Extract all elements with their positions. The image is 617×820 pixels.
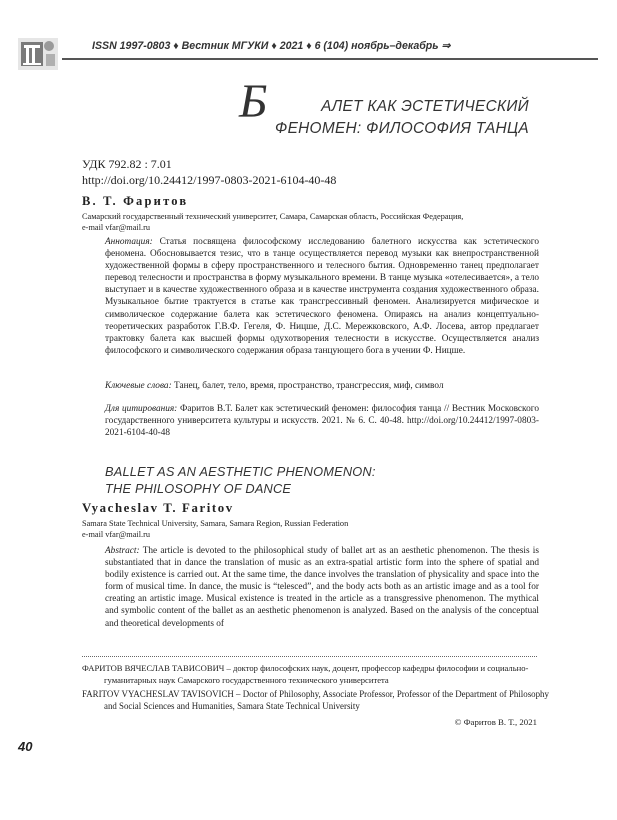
citation-block — [105, 403, 539, 439]
footnote-divider — [82, 656, 537, 657]
affiliation-en-text: Samara State Technical University, Samara, Samara Region, Russian Federation — [82, 519, 349, 528]
author-affiliation-en — [82, 518, 348, 540]
abstract-text: Статья посвящена философскому исследованию балетного искусства как эстетического феномена. Обосновывается тезис, что в танце осуществляется перевод музыки как внепространственной художественной формы в сферу пространственного и телесного бытия. Одновременно танец предполагает перевод телесности и пространства в форму музыкального времени. В танце музыка «отелесивается», а тело выступает и в качестве художественного образа и в качестве инструмента создания художественного образа. Музыкальное бытие трактуется в статье как трансгрессивный феномен. Анализируется мифическое и символическое содержание балета как эстетического феномена. Опираясь на анализ концептуально-теоретических разработок Г.В.Ф. Гегеля, Ф. Ницше, Д.С. Мережковского, А.Ф. Лосева, автор предлагает трактовку балета как высшей формы одухотворения телесности в искусстве. Осуществляется анализ философского и символического содержания образа танцующего бога в учении Ф. Ницше. — [105, 237, 540, 356]
abstract-label: Аннотация: — [105, 237, 153, 247]
udk-code: УДК 792.82 : 7.01 — [82, 157, 172, 171]
author-email[interactable]: e-mail vfar@mail.ru — [82, 223, 150, 232]
title-line-1: АЛЕТ КАК ЭСТЕТИЧЕСКИЙ — [321, 98, 529, 115]
title-en-line-1: BALLET AS AN AESTHETIC PHENOMENON: — [105, 464, 376, 479]
keywords-text: Танец, балет, тело, время, пространство, трансгрессия, миф, символ — [174, 381, 444, 391]
title-initial: Б — [239, 75, 268, 128]
article-title-ru — [239, 75, 529, 140]
author-bio-en: FARITOV VYACHESLAV TAVISOVICH – Doctor of Philosophy, Associate Professor, Professor of the Department of Philosophy and Social Sciences and Humanities, Samara State Technical University — [82, 689, 549, 711]
keywords-ru — [105, 380, 545, 392]
page-number: 40 — [18, 739, 33, 754]
author-affiliation-ru — [82, 211, 602, 233]
author-email-en[interactable]: e-mail vfar@mail.ru — [82, 530, 150, 539]
journal-header: ISSN 1997-0803 ♦ Вестник МГУКИ ♦ 2021 ♦ 6 (104) ноябрь–декабрь ⇒ — [92, 40, 451, 52]
abstract-en — [105, 545, 539, 630]
abstract-en-label: Abstract: — [105, 546, 140, 556]
abstract-en-text: The article is devoted to the philosophical study of ballet art as an aesthetic phenomenon. The thesis is substantiated that in dance the translation of music as an extra-spatial artistic form into the sphere of spatial and bodily existence is carried out. At the same time, the dance involves the translation of physicality and space into the form of musical time. In dance, the music is “telesced”, and the body acts both as an artistic image and as a tool for creating an artistic image. Musical existence is treated in the article as a transgressive phenomenon. The mythical and symbolic content of the ballet as an aesthetic phenomenon is analyzed. Based on the analysis of the conceptual and theoretical developments of — [105, 546, 540, 629]
header-rule — [62, 58, 598, 60]
abstract-ru — [105, 236, 539, 357]
citation-label: Для цитирования: — [105, 404, 178, 414]
udk-block — [82, 156, 336, 188]
copyright: © Фаритов В. Т., 2021 — [454, 717, 537, 727]
citation-text: Фаритов В.Т. Балет как эстетический феномен: философия танца // Вестник Московского государственного университета культуры и искусств. 2021. № 6. С. 40-48. http://doi.org/10.24412/1997-0803-2021-6104-40-48 — [105, 404, 539, 439]
title-en-line-2: THE PHILOSOPHY OF DANCE — [105, 481, 292, 496]
affiliation-text: Самарский государственный технический университет, Самара, Самарская область, Российская Федерация, — [82, 212, 464, 221]
doi-link[interactable]: http://doi.org/10.24412/1997-0803-2021-6104-40-48 — [82, 173, 337, 187]
title-line-2: ФЕНОМЕН: ФИЛОСОФИЯ ТАНЦА — [275, 120, 529, 137]
journal-logo-icon — [18, 38, 58, 70]
author-bio-ru: ФАРИТОВ ВЯЧЕСЛАВ ТАВИСОВИЧ – доктор философских наук, доцент, профессор кафедры философии и социально-гуманитарных наук Самарского государственного технического университета — [82, 663, 529, 685]
author-name-en: Vyacheslav T. Faritov — [82, 501, 234, 515]
article-title-en — [105, 463, 376, 497]
author-name-ru: В. Т. Фаритов — [82, 194, 189, 208]
keywords-label: Ключевые слова: — [105, 381, 172, 391]
